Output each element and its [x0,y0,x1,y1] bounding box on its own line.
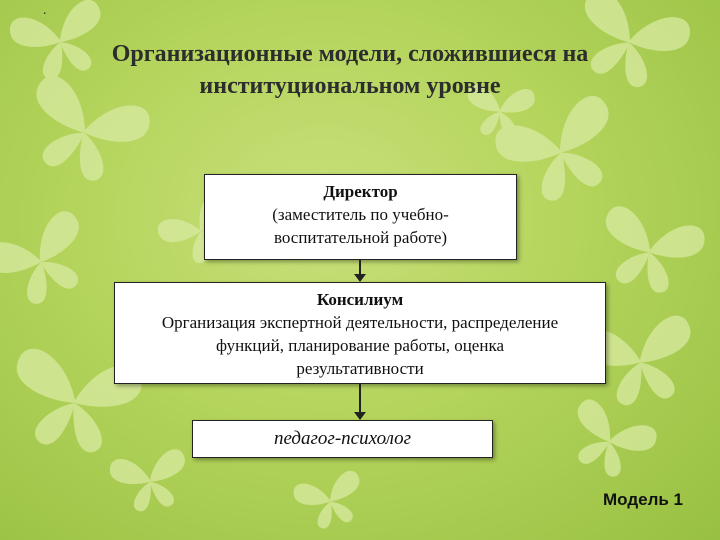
model-label: Модель 1 [603,490,683,509]
title-line-1: Организационные модели, сложившиеся на [111,41,589,67]
council-line-2: функций, планирование работы, оценка [215,336,504,355]
council-heading: Консилиум [316,290,404,309]
butterfly-icon [591,203,708,301]
council-line-3: результативности [296,359,424,378]
butterfly-icon [291,469,369,534]
psychologist-box [192,420,493,458]
council-box [114,282,606,384]
slide-title [30,38,670,102]
arrow-director-to-council [359,260,361,275]
butterfly-icon [0,207,102,317]
slide-marker: . [43,3,47,18]
title-line-2: институциональном уровне [199,73,501,99]
director-line-1: (заместитель по учебно- [272,205,449,224]
director-heading: Директор [323,182,398,201]
butterfly-icon [108,448,192,516]
council-line-1: Организация экспертной деятельности, распределение [161,313,559,332]
butterfly-icon [558,396,660,487]
director-box [204,174,517,260]
arrow-council-to-psychologist [359,384,361,413]
psychologist-label: педагог-психолог [273,428,412,449]
director-line-2: воспитательной работе) [273,228,448,247]
